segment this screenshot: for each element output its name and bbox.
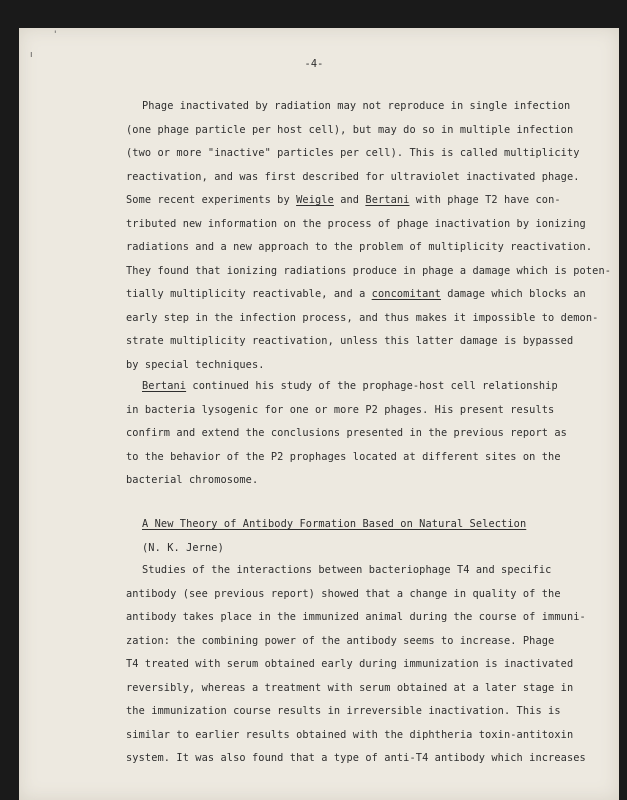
text-line: Some recent experiments by Weigle and Bertani with phage T2 have con- xyxy=(126,194,561,206)
underlined-name-weigle: Weigle xyxy=(296,194,334,206)
text-line: to the behavior of the P2 prophages located at different sites on the xyxy=(126,450,561,463)
text-line: reversibly, whereas a treatment with serum obtained at a later stage in xyxy=(126,681,574,694)
text-line: (two or more "inactive" particles per cell). This is called multiplicity xyxy=(126,147,580,159)
text-line: by special techniques. xyxy=(126,358,265,371)
underlined-word-concomitant: concomitant xyxy=(371,288,441,300)
text-line: early step in the infection process, and thus makes it impossible to demon- xyxy=(126,311,599,324)
section-author: (N. K. Jerne) xyxy=(142,541,224,554)
text-line: tributed new information on the process of phage inactivation by ionizing xyxy=(126,217,586,230)
ink-speck: ı xyxy=(30,50,33,60)
paragraph-prophage xyxy=(126,375,582,493)
text-line: reactivation, and was first described for ultraviolet inactivated phage. xyxy=(126,170,580,183)
text-line: confirm and extend the conclusions presented in the previous report as xyxy=(126,427,567,439)
section-heading: A New Theory of Antibody Formation Based on Natural Selection xyxy=(142,518,527,530)
section-heading-block xyxy=(142,513,582,560)
text-line: Bertani continued his study of the prophage-host cell relationship xyxy=(142,380,558,392)
paragraph-antibody xyxy=(126,559,586,771)
text-line: They found that ionizing radiations produce in phage a damage which is poten- xyxy=(126,264,612,277)
paragraph-multiplicity-reactivation xyxy=(126,95,612,377)
text-line: system. It was also found that a type of anti-T4 antibody which increases xyxy=(126,752,586,764)
text-line: Phage inactivated by radiation may not reproduce in single infection xyxy=(142,100,571,112)
text-line: zation: the combining power of the antibody seems to increase. Phage xyxy=(126,634,555,647)
page-number: -4- xyxy=(304,58,324,70)
ink-speck: ' xyxy=(54,30,57,40)
text-line: Studies of the interactions between bacteriophage T4 and specific xyxy=(142,564,552,576)
text-line: antibody (see previous report) showed that a change in quality of the xyxy=(126,587,561,600)
underlined-name-bertani: Bertani xyxy=(365,194,410,206)
text-line: antibody takes place in the immunized animal during the course of immuni- xyxy=(126,611,586,623)
text-line: tially multiplicity reactivable, and a concomitant damage which blocks an xyxy=(126,288,586,300)
text-line: in bacteria lysogenic for one or more P2 phages. His present results xyxy=(126,403,555,416)
text-line: radiations and a new approach to the problem of multiplicity reactivation. xyxy=(126,241,593,253)
text-line: strate multiplicity reactivation, unless this latter damage is bypassed xyxy=(126,335,574,347)
underlined-name-bertani: Bertani xyxy=(142,380,187,392)
text-line: T4 treated with serum obtained early during immunization is inactivated xyxy=(126,658,574,670)
text-line: similar to earlier results obtained with the diphtheria toxin-antitoxin xyxy=(126,728,574,741)
text-line: the immunization course results in irreversible inactivation. This is xyxy=(126,705,561,717)
text-line: (one phage particle per host cell), but may do so in multiple infection xyxy=(126,123,574,136)
text-line: bacterial chromosome. xyxy=(126,474,259,486)
